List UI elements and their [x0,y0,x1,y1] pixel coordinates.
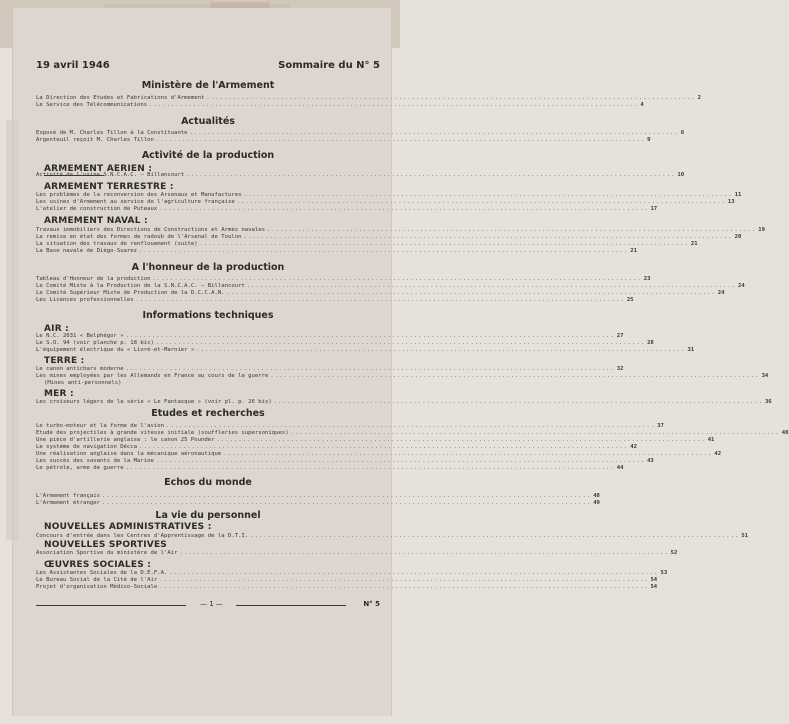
toc-entry[interactable]: Le canon antichars moderne ................................................................................................................ 32 [36,366,624,372]
toc-entry[interactable]: Une pièce d'artillerie anglaise : le canon 25 Pounder ................................................................................................................ 41 [36,437,715,443]
issue-date: 19 avril 1946 [36,60,110,71]
toc-entry[interactable]: Le pétrole, arme de guerre ................................................................................................................ 44 [36,465,624,471]
section-title: A l'honneur de la production [131,262,285,273]
toc-entry[interactable]: Les problèmes de la reconversion des Arsenaux et Manufactures ................................................................................................................ 11 [36,192,742,198]
toc-entry[interactable]: Association Sportive du ministère de l'Air ................................................................................................................ 52 [36,550,678,556]
toc-entry[interactable]: Exposé de M. Charles Tillon à la Constituante ................................................................................................................ 6 [36,130,685,136]
toc-entry[interactable]: Projet d'organisation Médico-Sociale ................................................................................................................ 54 [36,584,658,590]
subsection-title: ARMEMENT AERIEN : [44,164,153,174]
toc-entry[interactable]: Travaux immobiliers des Directions de Constructions et Armes navales ................................................................................................................ 19 [36,227,765,233]
toc-entry[interactable]: Activité de l'usine S.N.C.A.C. — Billancourt ................................................................................................................ 10 [36,172,685,178]
toc-entry[interactable]: Le Comité Mixte à la Production de la S.N.C.A.C. — Billancourt ................................................................................................................ 24 [36,283,745,289]
toc-entry[interactable]: L'Armement français ................................................................................................................ 48 [36,493,600,499]
subsection-title: ŒUVRES SOCIALES : [44,560,152,570]
page-header [36,60,380,76]
page-footer [36,600,380,612]
toc-entry[interactable]: La Base navale de Diégo-Suarez ................................................................................................................ 21 [36,248,637,254]
toc-entry[interactable]: L'atelier de construction de Puteaux ................................................................................................................ 17 [36,206,658,212]
toc-entry[interactable]: Le S.O. 94 (voir planche p. 18 bis) ................................................................................................................ 28 [36,340,654,346]
section-title: Ministère de l'Armement [141,80,275,91]
toc-entry[interactable]: Les mines employées par les Allemands en France au cours de la guerre ................................................................................................................ 34 [36,373,769,379]
toc-entry[interactable]: Les Assistantes Sociales de la D.E.F.A. ................................................................................................................ 53 [36,570,668,576]
toc-entry[interactable]: La situation des travaux de renflouement (suite) ................................................................................................................ 21 [36,241,698,247]
subsection-title: NOUVELLES ADMINISTRATIVES : [44,522,212,532]
subsection-title: AIR : [44,324,69,334]
section-title: Informations techniques [142,310,274,321]
toc-entry[interactable]: Argenteuil reçoit M. Charles Tillon ................................................................................................................ 9 [36,137,651,143]
toc-entry[interactable]: Etude des projectiles à grande vitesse initiale (souffleries supersoniques) ................................................................................................................ 40 [36,430,789,436]
toc-entry[interactable]: Tableau d'Honneur de la production ................................................................................................................ 23 [36,276,651,282]
toc-entry[interactable]: Les Licences professionnelles ................................................................................................................ 25 [36,297,634,303]
toc-entry[interactable]: Concours d'entrée dans les Centres d'Apprentissage de la D.T.I. ................................................................................................................ 51 [36,533,749,539]
toc-entry[interactable]: Le Comité Supérieur Mixte de Production de la D.C.C.A.N. ................................................................................................................ 24 [36,290,725,296]
toc-entry-continuation: (Mines anti-personnels) [44,380,122,386]
toc-entry[interactable]: Le Service des Télécommunications ................................................................................................................ 4 [36,102,644,108]
toc-entry[interactable]: L'équipement électrique du « Lioré-et-Marnier » ................................................................................................................ 31 [36,347,695,353]
paper-stain [6,120,18,540]
section-title: La vie du personnel [155,510,261,521]
issue-summary-label: Sommaire du N° 5 [278,60,380,71]
toc-entry[interactable]: Le N.C. 2031 « Belphégor » ................................................................................................................ 27 [36,333,624,339]
section-title: Activité de la production [141,150,275,161]
subsection-title: ARMEMENT NAVAL : [44,216,148,226]
section-title: Echos du monde [164,477,252,488]
toc-entry[interactable]: Les usines d'Armement au service de l'agriculture française ................................................................................................................ 13 [36,199,735,205]
toc-entry[interactable]: Les croiseurs légers de la série « Le Fantasque » (voir pl. p. 26 bis) ................................................................................................................ 36 [36,399,772,405]
footer-rule-right [236,605,346,606]
section-title: Etudes et recherches [151,408,265,419]
toc-entry[interactable]: Les succès des savants de la Marine ................................................................................................................ 43 [36,458,654,464]
page-number: — 1 — [200,600,223,608]
toc-entry[interactable]: Le système de navigation Décca ................................................................................................................ 42 [36,444,637,450]
toc-entry[interactable]: L'Armement étranger ................................................................................................................ 49 [36,500,600,506]
subsection-title: ARMEMENT TERRESTRE : [44,182,174,192]
toc-entry[interactable]: Une réalisation anglaise dans la mécanique aéronautique ................................................................................................................ 42 [36,451,722,457]
issue-number: N° 5 [363,600,380,608]
toc-entry[interactable]: Le Bureau Social de la Cité de l'Air ................................................................................................................ 54 [36,577,658,583]
subsection-title: NOUVELLES SPORTIVES [44,540,167,550]
toc-entry[interactable]: La remise en état des formes de radoub de l'Arsenal de Toulon ................................................................................................................ 20 [36,234,742,240]
toc-entry[interactable]: La Direction des Etudes et Fabrications d'Armement ................................................................................................................ 2 [36,95,701,101]
section-title: Actualités [181,116,235,127]
subsection-title: MER : [44,389,74,399]
footer-rule-left [36,605,186,606]
toc-entry[interactable]: Le turbo-moteur et la forme de l'avion ................................................................................................................ 37 [36,423,664,429]
subsection-title: TERRE : [44,356,85,366]
